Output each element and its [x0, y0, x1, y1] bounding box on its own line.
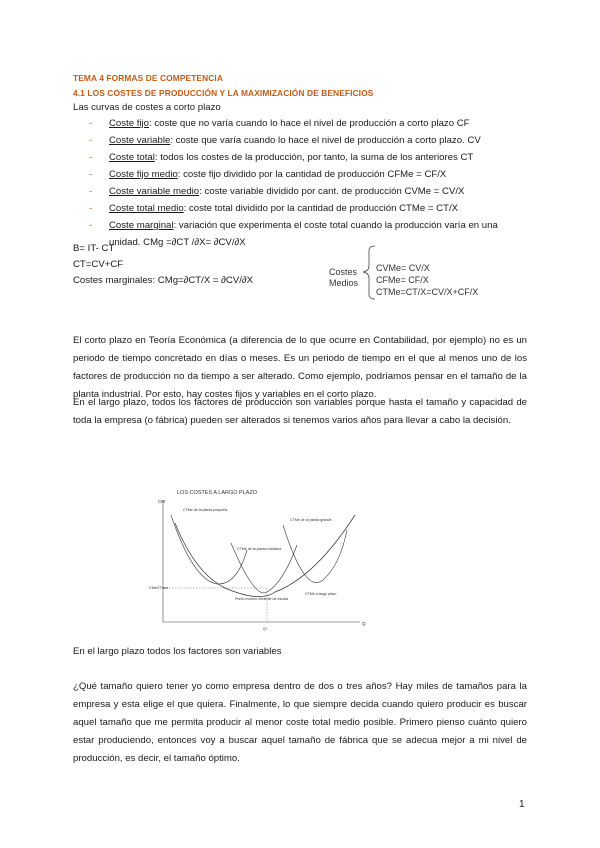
section-subtitle: 4.1 LOS COSTES DE PRODUCCIÓN Y LA MAXIMIZACIÓN DE BENEFICIOS — [73, 88, 374, 98]
x-tick-label: Q* — [263, 627, 268, 631]
cvme-formula: CVMe= CV/X — [376, 263, 430, 273]
list-item: - Coste variable medio: coste variable dividido por cant. de producción CVMe = CV/X — [89, 186, 465, 197]
list-item-continuation: unidad. CMg =∂CT /∂X= ∂CV/∂X — [109, 237, 246, 248]
y-tick-label: CMeCTmin — [149, 586, 169, 590]
paragraph-long-run: En el largo plazo, todos los factores de producción son variables porque hasta el tamaño y capacidad de toda la empresa (o fábrica) pueden ser alterados si tenemos varios años para llevar a cabo la decisión. — [73, 397, 527, 426]
average-costs-box — [325, 242, 485, 302]
list-item: - Coste variable: coste que varía cuando lo hace el nivel de producción a corto plazo. CV — [89, 135, 481, 146]
list-item: - Coste total medio: coste total dividido por la cantidad de producción CTMe = CT/X — [89, 203, 459, 214]
total-cost-formula: CT=CV+CF — [73, 259, 124, 270]
figure-caption: En el largo plazo todos los factores son variables — [73, 646, 282, 657]
medios-label: Medios — [329, 278, 359, 288]
paragraph-short-run: El corto plazo en Teoría Económica (a diferencia de lo que ocurre en Contabilidad, por ejemplo) no es un periodo de tiempo concretado en días o meses. Es un periodo de tiempo en el que al menos uno de los factores de producción no da tiempo a ser alterado. Como ejemplo, podríamos pensar en el tamaño de la planta industrial. Por esto, hay costes fijos y variables en el corto plazo. — [73, 335, 527, 400]
label-planta-mediana: CTMe de la planta mediana — [237, 547, 282, 551]
cfme-formula: CFMe= CF/X — [376, 275, 429, 285]
figure-title: LOS COSTES A LARGO PLAZO — [177, 490, 258, 496]
marginal-cost-formula: Costes marginales: CMg=∂CT/X = ∂CV/∂X — [73, 275, 254, 286]
long-run-ctme-curve — [175, 515, 355, 597]
label-planta-pequena: CTMe de la planta pequeña — [183, 508, 228, 512]
x-axis-label: Q — [362, 621, 366, 626]
list-item: - Coste total: todos los costes de la producción, por tanto, la suma de los anteriores CT — [89, 152, 474, 163]
long-run-cost-figure — [149, 485, 370, 635]
y-axis-label: CM — [158, 499, 165, 504]
list-item: - Coste fijo: coste que no varía cuando lo hace el nivel de producción a corto plazo CF — [89, 118, 470, 129]
costes-label: Costes — [329, 267, 358, 277]
label-planta-grande: CTMe de la planta grande — [290, 518, 332, 522]
paragraph-optimal-size: ¿Qué tamaño quiero tener yo como empresa dentro de dos o tres años? Hay miles de tamaños para la empresa y esta elige el que quiera. Finalmente, lo que siempre decida cuando quiero producir es buscar aquel tamaño que me permita producir al menor coste total medio posible. Primero pienso cuánto quiero estar produciendo, entonces voy a buscar aquel tamaño de fábrica que se adecua mejor a mi nivel de producción, es decir, el tamaño óptimo. — [73, 681, 527, 764]
ctme-formula: CTMe=CT/X=CV/X+CF/X — [376, 287, 479, 297]
intro-line: Las curvas de costes a corto plazo — [73, 102, 221, 113]
large-plant-curve — [283, 525, 347, 583]
label-punto-minimo: Punto mínimo eficiente de escala — [235, 597, 288, 601]
list-item: - Coste fijo medio: coste fijo dividido por la cantidad de producción CFMe = CF/X — [89, 169, 447, 180]
page-number: 1 — [519, 799, 525, 810]
long-run-cost-diagram — [149, 485, 370, 635]
document-title: TEMA 4 FORMAS DE COMPETENCIA — [73, 73, 223, 83]
list-item: - Coste marginal: variación que experimenta el coste total cuando la producción varía en una — [89, 220, 498, 231]
label-curva-largo-plazo: CTMe a largo plazo — [305, 592, 337, 596]
profit-formula: B= IT- CT — [73, 243, 115, 254]
small-plant-curve — [171, 515, 247, 584]
